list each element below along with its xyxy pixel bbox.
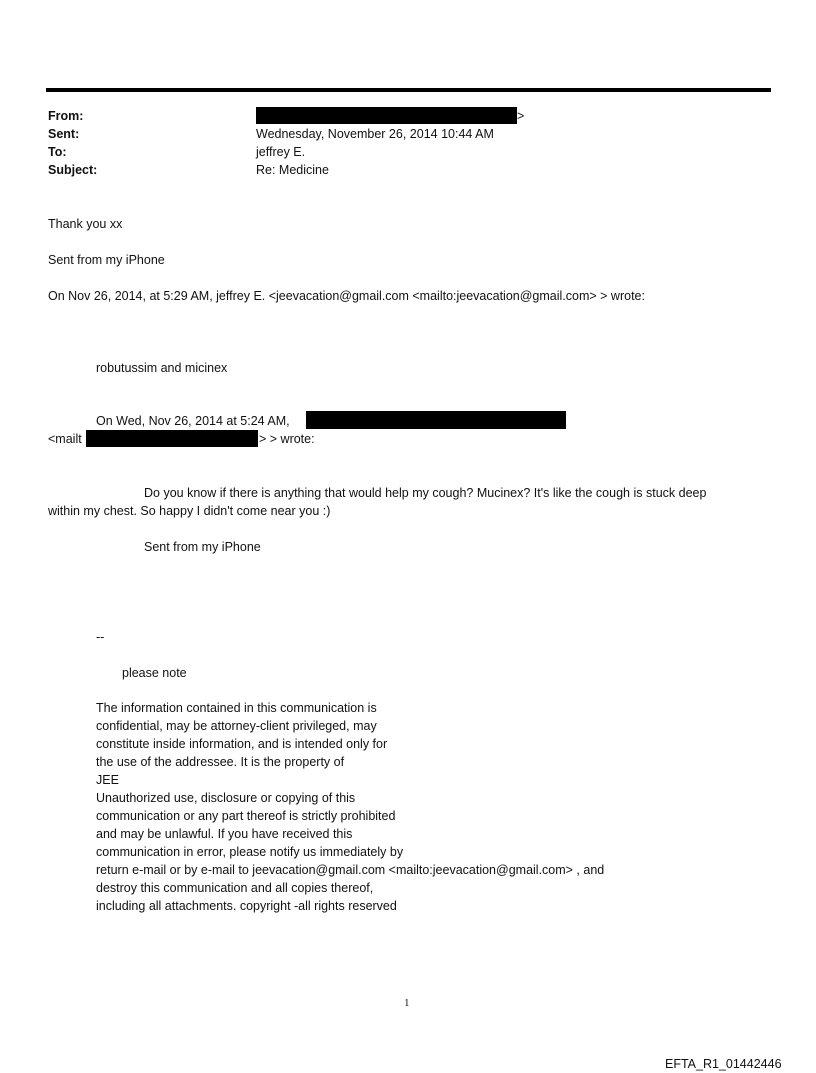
body-line-thanks: Thank you xx bbox=[48, 217, 123, 231]
document-id: EFTA_R1_01442446 bbox=[665, 1057, 782, 1071]
signature-note: please note bbox=[122, 666, 187, 680]
header-rule bbox=[46, 88, 771, 92]
page-number: 1 bbox=[404, 997, 410, 1009]
to-value: jeffrey E. bbox=[256, 145, 306, 159]
disclaimer-line: the use of the addressee. It is the property of bbox=[96, 755, 345, 769]
quote-mailto-suffix: > > wrote: bbox=[259, 432, 315, 446]
disclaimer-line: JEE bbox=[96, 773, 119, 787]
sent-label: Sent: bbox=[48, 127, 80, 141]
signature-dashes: -- bbox=[96, 630, 105, 644]
disclaimer-line: communication in error, please notify us immediately by bbox=[96, 845, 404, 859]
disclaimer-line: and may be unlawful. If you have received this bbox=[96, 827, 353, 841]
from-label: From: bbox=[48, 109, 84, 123]
body-line-sent-from: Sent from my iPhone bbox=[48, 253, 165, 267]
from-redaction bbox=[256, 107, 517, 124]
disclaimer-line: destroy this communication and all copies thereof, bbox=[96, 881, 374, 895]
quote-line-2: within my chest. So happy I didn't come near you :) bbox=[48, 504, 331, 518]
subject-value: Re: Medicine bbox=[256, 163, 329, 177]
disclaimer-line: The information contained in this communication is bbox=[96, 701, 377, 715]
quote-mailto-prefix: <mailt bbox=[48, 432, 82, 446]
reply-text: robutussim and micinex bbox=[96, 361, 228, 375]
disclaimer-line: return e-mail or by e-mail to jeevacation@gmail.com <mailto:jeevacation@gmail.com> , and bbox=[96, 863, 605, 877]
to-label: To: bbox=[48, 145, 67, 159]
disclaimer-line: constitute inside information, and is intended only for bbox=[96, 737, 388, 751]
quote-mailto-redaction bbox=[86, 430, 258, 447]
disclaimer-line: confidential, may be attorney-client privileged, may bbox=[96, 719, 377, 733]
quote-line-1: Do you know if there is anything that would help my cough? Mucinex? It's like the cough is stuck deep bbox=[144, 486, 707, 500]
from-tail: > bbox=[517, 109, 525, 123]
quote-intro: On Wed, Nov 26, 2014 at 5:24 AM, bbox=[96, 414, 290, 428]
quote-sender-redaction bbox=[306, 411, 566, 429]
disclaimer-line: including all attachments. copyright -all rights reserved bbox=[96, 899, 397, 913]
quote-sent-from: Sent from my iPhone bbox=[144, 540, 261, 554]
disclaimer-line: Unauthorized use, disclosure or copying of this bbox=[96, 791, 356, 805]
disclaimer-line: communication or any part thereof is strictly prohibited bbox=[96, 809, 396, 823]
sent-value: Wednesday, November 26, 2014 10:44 AM bbox=[256, 127, 494, 141]
subject-label: Subject: bbox=[48, 163, 98, 177]
body-line-wrote: On Nov 26, 2014, at 5:29 AM, jeffrey E. <jeevacation@gmail.com <mailto:jeevacation@gmail.com> > wrote: bbox=[48, 289, 645, 303]
